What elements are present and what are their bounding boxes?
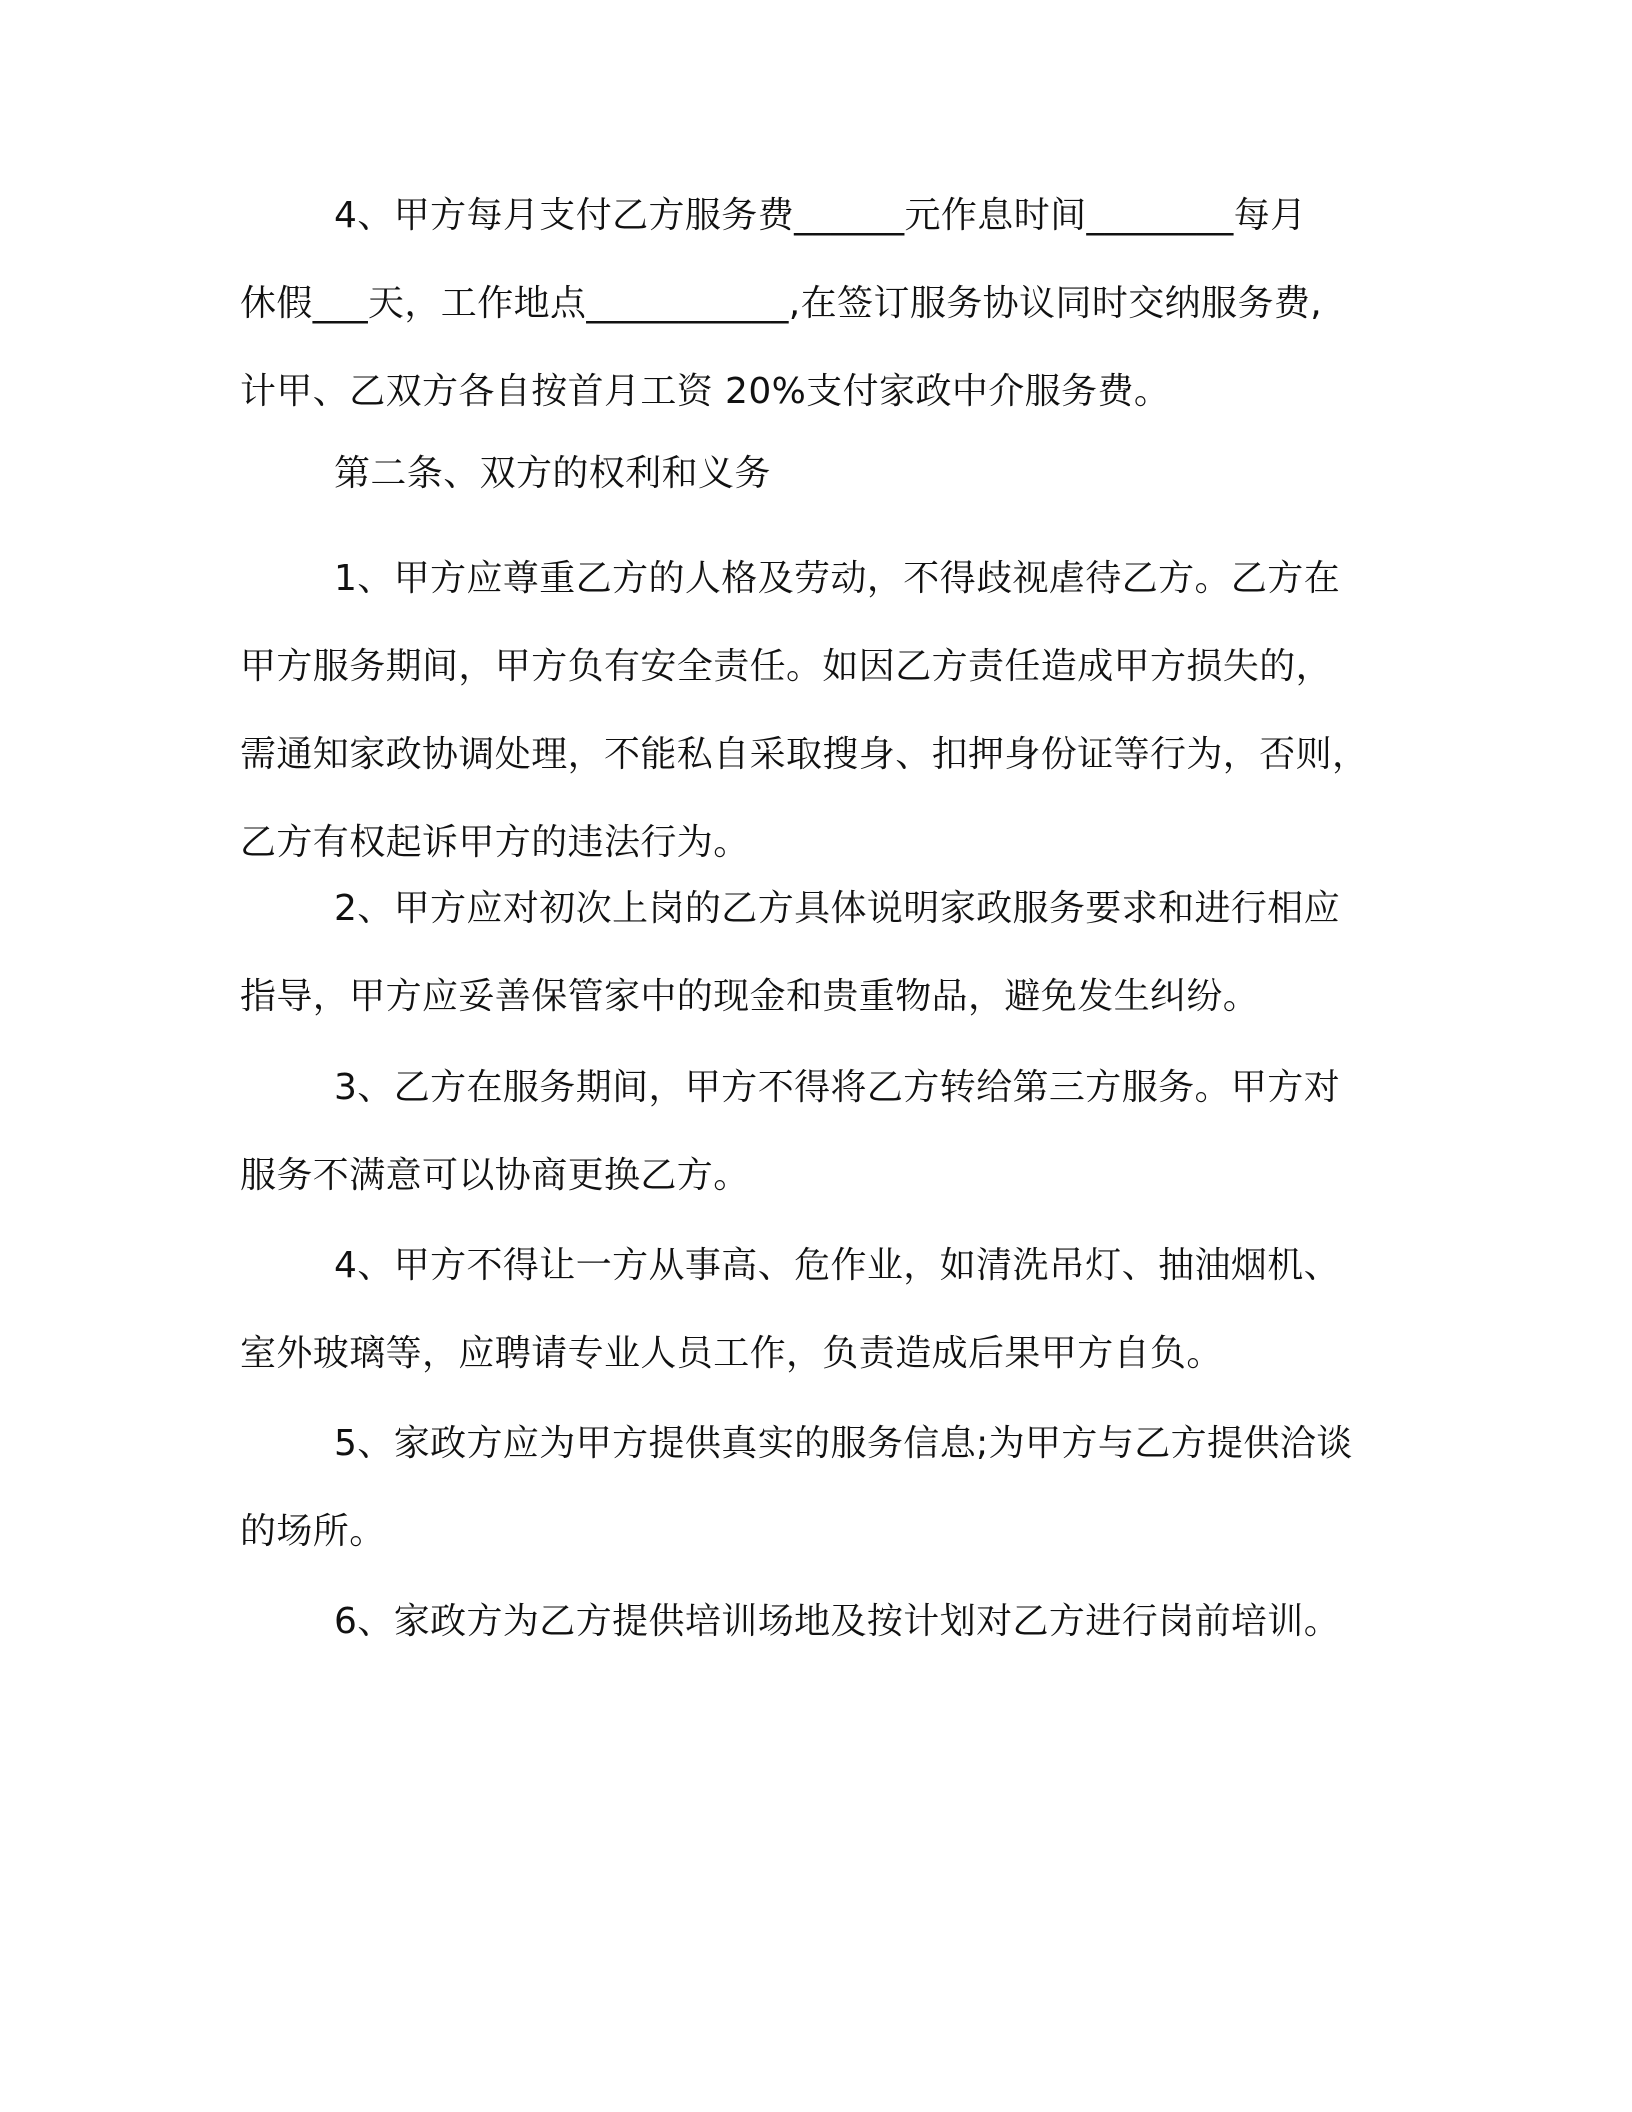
text-line: 4、甲方每月支付乙方服务费______元作息时间________每月 (334, 195, 1307, 236)
paragraph-fee-terms (240, 172, 1390, 436)
text-line: 需通知家政协调处理，不能私自采取搜身、扣押身份证等行为，否则， (240, 734, 1369, 775)
text-line: 指导，甲方应妥善保管家中的现金和贵重物品，避免发生纠纷。 (240, 976, 1260, 1017)
clause-3 (240, 1044, 1390, 1220)
text-line: 1、甲方应尊重乙方的人格及劳动，不得歧视虐待乙方。乙方在 (334, 558, 1341, 599)
clause-1 (240, 535, 1390, 887)
clause-4 (240, 1222, 1390, 1398)
text-line: 休假___天，工作地点___________,在签订服务协议同时交纳服务费, (240, 283, 1323, 324)
text-line: 4、甲方不得让一方从事高、危作业，如清洗吊灯、抽油烟机、 (334, 1245, 1341, 1286)
text-line: 5、家政方应为甲方提供真实的服务信息;为甲方与乙方提供洽谈 (334, 1423, 1353, 1464)
text-line: 6、家政方为乙方提供培训场地及按计划对乙方进行岗前培训。 (334, 1601, 1341, 1642)
text-line: 计甲、乙双方各自按首月工资 20%支付家政中介服务费。 (240, 371, 1171, 412)
clause-5 (240, 1400, 1390, 1576)
clause-2 (240, 865, 1390, 1041)
clause-6 (240, 1578, 1390, 1666)
text-line: 甲方服务期间，甲方负有安全责任。如因乙方责任造成甲方损失的， (240, 646, 1333, 687)
text-line: 室外玻璃等，应聘请专业人员工作，负责造成后果甲方自负。 (240, 1333, 1223, 1374)
text-line: 的场所。 (240, 1511, 386, 1552)
text-line: 2、甲方应对初次上岗的乙方具体说明家政服务要求和进行相应 (334, 888, 1341, 929)
text-line: 乙方有权起诉甲方的违法行为。 (240, 822, 750, 863)
text-line: 服务不满意可以协商更换乙方。 (240, 1155, 750, 1196)
section-heading: 第二条、双方的权利和义务 (334, 453, 771, 494)
text-line: 3、乙方在服务期间，甲方不得将乙方转给第三方服务。甲方对 (334, 1067, 1341, 1108)
